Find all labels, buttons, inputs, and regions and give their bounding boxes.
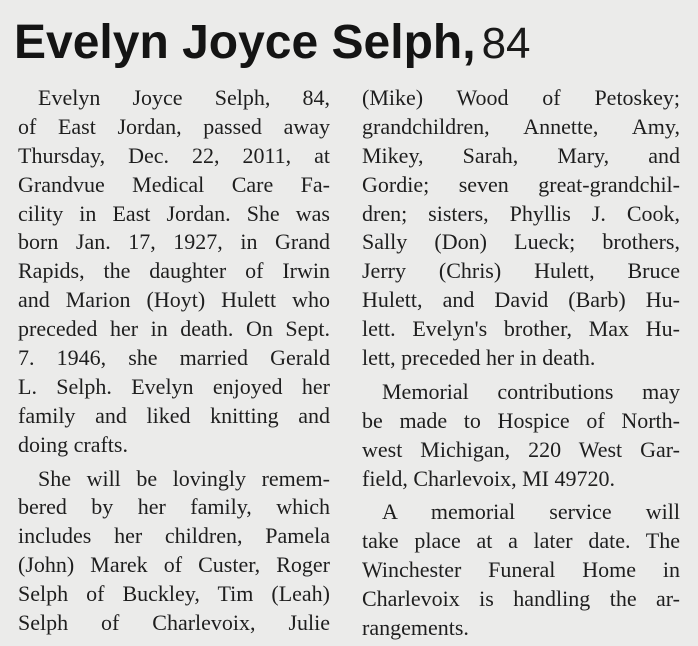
text-line: family and liked knitting and (18, 402, 330, 428)
text-line: (John) Marek of Custer, Roger (18, 552, 330, 578)
text-line: (Mike) Wood of Petoskey; (362, 85, 680, 110)
text-line: She will be lovingly remem- (38, 465, 330, 491)
text-line: Gordie; seven great-grandchil- (362, 171, 680, 197)
text-line: of East Jordan, passed away (18, 113, 330, 139)
text-line: includes her children, Pamela (18, 523, 330, 549)
text-line: L. Selph. Evelyn enjoyed her (18, 373, 330, 399)
paragraph (362, 498, 680, 642)
text-line: west Michigan, 220 West Gar- (362, 436, 680, 462)
paragraph (18, 84, 330, 460)
text-line: doing crafts. (18, 431, 128, 457)
text-line: lett, preceded her in death. (362, 345, 596, 371)
text-line: rangements. (362, 615, 469, 641)
text-line: born Jan. 17, 1927, in Grand (18, 229, 330, 255)
headline-name: Evelyn Joyce Selph, (14, 16, 476, 69)
text-line: Selph of Buckley, Tim (Leah) (18, 581, 330, 607)
obituary-headline (14, 10, 531, 76)
headline-age: 84 (481, 19, 531, 68)
text-line: Thursday, Dec. 22, 2011, at (18, 142, 330, 168)
text-line: Hulett, and David (Barb) Hu- (362, 287, 680, 313)
text-line: grandchildren, Annette, Amy, (362, 113, 680, 139)
text-line: Memorial contributions may (382, 378, 680, 404)
text-line: A memorial service will (382, 499, 680, 525)
paragraph (362, 84, 680, 373)
text-line: Winchester Funeral Home in (362, 557, 680, 583)
text-line: Rapids, the daughter of Irwin (18, 258, 330, 284)
text-line: Grandvue Medical Care Fa- (18, 171, 330, 197)
text-line: take place at a later date. The (362, 528, 680, 554)
text-line: 7. 1946, she married Gerald (18, 345, 330, 371)
text-line: Jerry (Chris) Hulett, Bruce (362, 258, 680, 284)
text-line: Sally (Don) Lueck; brothers, (362, 229, 680, 255)
text-line: dren; sisters, Phyllis J. Cook, (362, 200, 680, 226)
text-line: Selph of Charlevoix, Julie (18, 610, 330, 636)
text-line: bered by her family, which (18, 494, 330, 520)
text-line: Charlevoix is handling the ar- (362, 586, 680, 612)
text-line: cility in East Jordan. She was (18, 200, 330, 226)
text-line: field, Charlevoix, MI 49720. (362, 465, 615, 491)
text-line: lett. Evelyn's brother, Max Hu- (362, 316, 680, 342)
right-text-column (362, 84, 680, 643)
text-line: be made to Hospice of North- (362, 407, 680, 433)
left-text-column (18, 84, 330, 638)
paragraph (362, 378, 680, 494)
text-line: Mikey, Sarah, Mary, and (362, 142, 680, 168)
text-line: preceded her in death. On Sept. (18, 316, 330, 342)
text-line: Evelyn Joyce Selph, 84, (38, 85, 330, 110)
text-line: and Marion (Hoyt) Hulett who (18, 287, 330, 313)
paragraph (18, 465, 330, 638)
